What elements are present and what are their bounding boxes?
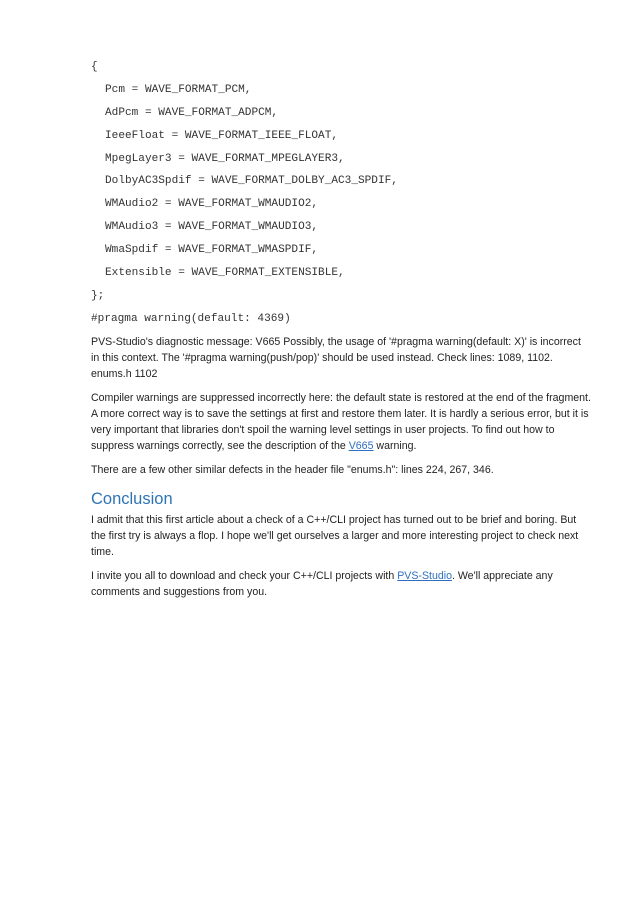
code-line: };: [91, 289, 105, 302]
explanation-paragraph: [91, 390, 591, 455]
explanation-end: warning.: [373, 440, 417, 453]
conclusion-paragraph-1: I admit that this first article about a check of a C++/CLI project has turned out to be brief and boring. But the first try is always a flop. I hope we'll get ourselves a larger and more interesting project to check next time.: [91, 514, 579, 559]
code-line: WmaSpdif = WAVE_FORMAT_WMASPDIF,: [105, 244, 319, 257]
conclusion-heading: Conclusion: [91, 490, 173, 508]
code-line: MpegLayer3 = WAVE_FORMAT_MPEGLAYER3,: [105, 152, 345, 165]
code-line: WMAudio2 = WAVE_FORMAT_WMAUDIO2,: [105, 198, 319, 211]
code-block: [91, 56, 611, 331]
invite-end: . We'll appreciate any comments and suggestions from you.: [91, 569, 553, 598]
code-line: {: [91, 61, 98, 73]
code-line: Pcm = WAVE_FORMAT_PCM,: [105, 83, 252, 96]
explanation-text: Compiler warnings are suppressed incorrectly here: the default state is restored at the end of the fragment. A more correct way is to save the settings at first and restore them later. It is hardly a serious error, but it is very important that libraries don't spoil the warning level settings in user projects. To find out how to suppress warnings correctly, see the description of the: [91, 391, 591, 453]
pvs-studio-link[interactable]: PVS-Studio: [397, 569, 452, 582]
code-line: AdPcm = WAVE_FORMAT_ADPCM,: [105, 106, 279, 119]
code-line: #pragma warning(default: 4369): [91, 312, 291, 325]
invite-text: I invite you all to download and check your C++/CLI projects with: [91, 569, 398, 582]
v665-link[interactable]: V665: [348, 440, 374, 453]
code-line: DolbyAC3Spdif = WAVE_FORMAT_DOLBY_AC3_SPDIF,: [105, 175, 398, 188]
diagnostic-message: PVS-Studio's diagnostic message: V665 Possibly, the usage of '#pragma warning(default: X)' is incorrect in this context. The '#pragma warning(push/pop)' should be used instead. Check lines: 1089, 1102. enums.h 1102: [91, 336, 581, 381]
code-line: Extensible = WAVE_FORMAT_EXTENSIBLE,: [105, 267, 345, 280]
article-body: [91, 334, 591, 607]
code-line: WMAudio3 = WAVE_FORMAT_WMAUDIO3,: [105, 221, 319, 234]
other-defects-paragraph: There are a few other similar defects in the header file "enums.h": lines 224, 267, 346.: [91, 463, 494, 476]
code-line: IeeeFloat = WAVE_FORMAT_IEEE_FLOAT,: [105, 129, 339, 142]
conclusion-paragraph-2: [91, 568, 591, 600]
